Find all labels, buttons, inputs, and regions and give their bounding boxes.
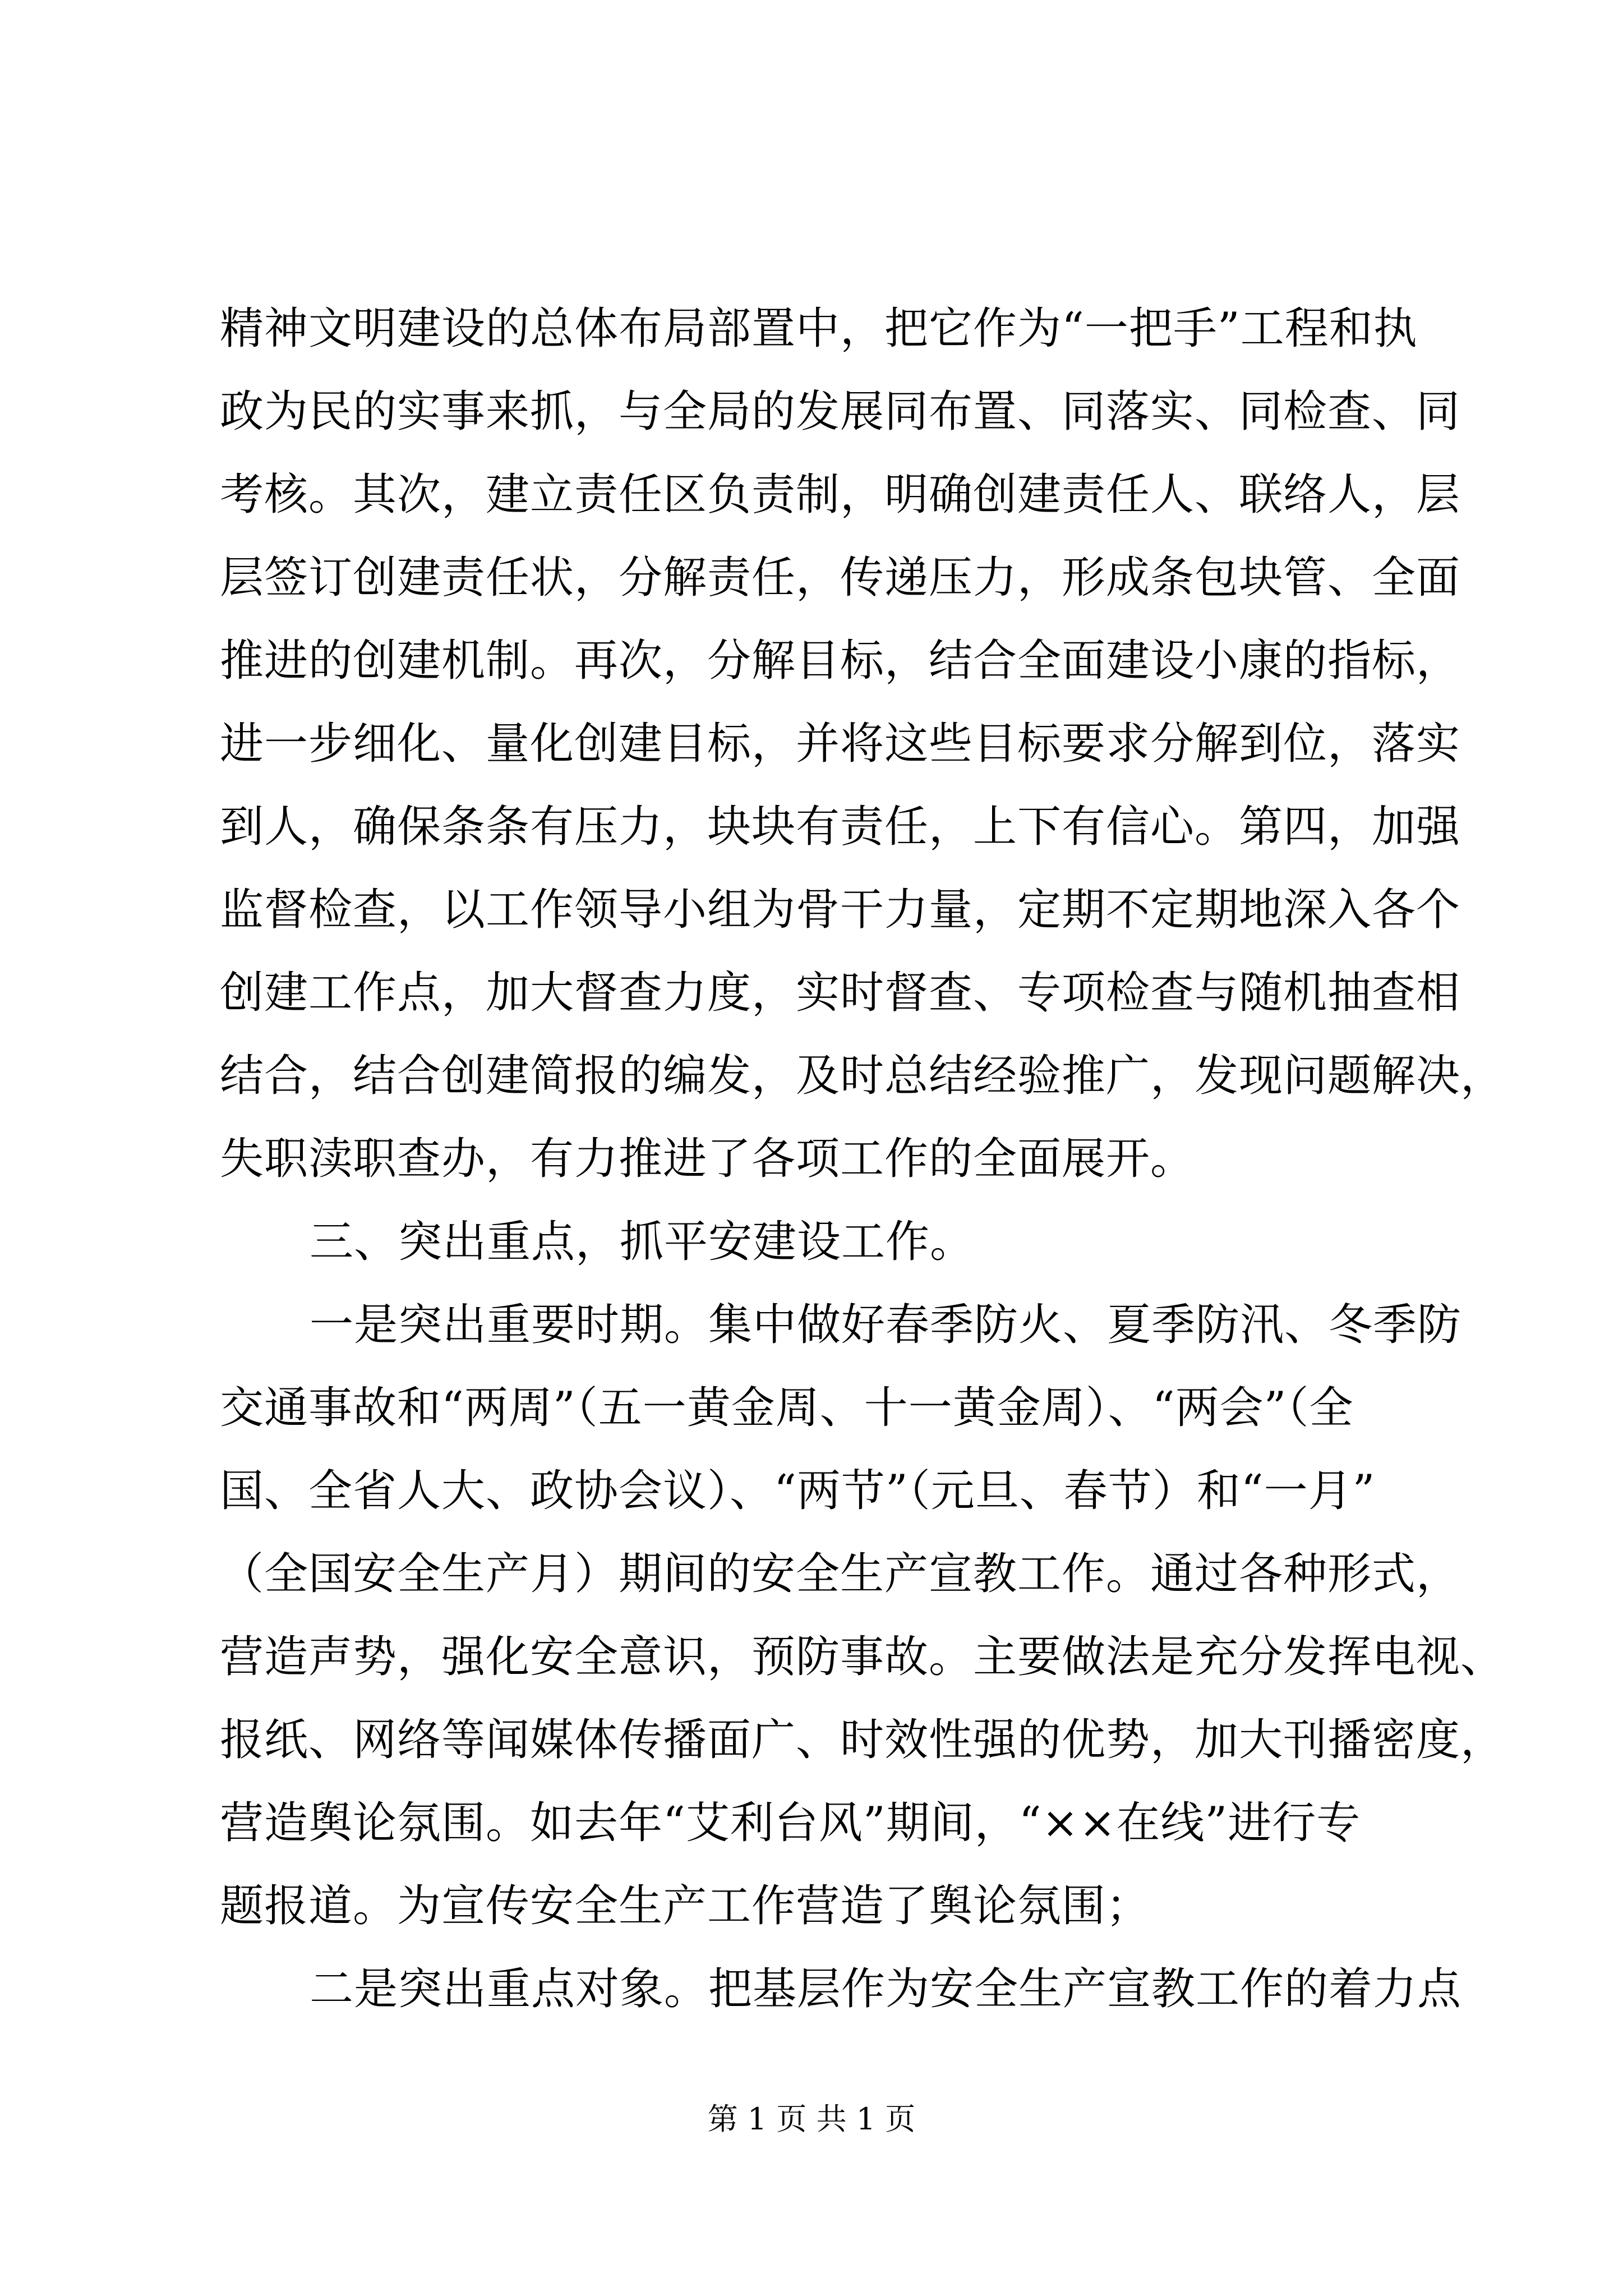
text-line: 创建工作点，加大督查力度，实时督查、专项检查与随机抽查相: [220, 968, 1461, 1018]
document-body: [220, 287, 1505, 2031]
text-line: 层签订创建责任状，分解责任，传递压力，形成条包块管、全面: [220, 553, 1461, 603]
text-line: 精神文明建设的总体布局部置中，把它作为“一把手”工程和执: [220, 303, 1418, 354]
paragraph-start-line: 一是突出重要时期。集中做好春季防火、夏季防汛、冬季防: [310, 1300, 1462, 1350]
page-footer: 第 1 页 共 1 页: [707, 2101, 916, 2137]
text-line: 政为民的实事来抓，与全局的发展同布置、同落实、同检查、同: [220, 386, 1461, 437]
text-line: 国、全省人大、政协会议）、“两节”（元旦、春节）和“一月”: [220, 1466, 1376, 1516]
text-line: （全国安全生产月）期间的安全生产宣教工作。通过各种形式，: [220, 1549, 1461, 1599]
text-line: 结合，结合创建简报的编发，及时总结经验推广，发现问题解决，: [220, 1051, 1505, 1101]
section-heading: 三、突出重点，抓平安建设工作。: [310, 1217, 975, 1267]
text-line: 推进的创建机制。再次，分解目标，结合全面建设小康的指标，: [220, 636, 1461, 686]
text-line: 报纸、网络等闻媒体传播面广、时效性强的优势，加大刊播密度，: [220, 1715, 1505, 1765]
text-line: 营造舆论氛围。如去年“艾利台风”期间，“××在线”进行专: [220, 1798, 1361, 1848]
text-line: 题报道。为宣传安全生产工作营造了舆论氛围；: [220, 1881, 1151, 1931]
text-line: 到人，确保条条有压力，块块有责任，上下有信心。第四，加强: [220, 802, 1461, 852]
paragraph-start-line: 二是突出重点对象。把基层作为安全生产宣教工作的着力点: [310, 1964, 1462, 2014]
text-line: 监督检查，以工作领导小组为骨干力量，定期不定期地深入各个: [220, 885, 1461, 935]
text-line: 进一步细化、量化创建目标，并将这些目标要求分解到位，落实: [220, 719, 1461, 769]
text-line: 交通事故和“两周”（五一黄金周、十一黄金周）、“两会”（全: [220, 1383, 1354, 1433]
text-line: 考核。其次，建立责任区负责制，明确创建责任人、联络人，层: [220, 470, 1461, 520]
text-line: 失职渎职查办，有力推进了各项工作的全面展开。: [220, 1134, 1195, 1184]
text-line: 营造声势，强化安全意识，预防事故。主要做法是充分发挥电视、: [220, 1632, 1505, 1682]
